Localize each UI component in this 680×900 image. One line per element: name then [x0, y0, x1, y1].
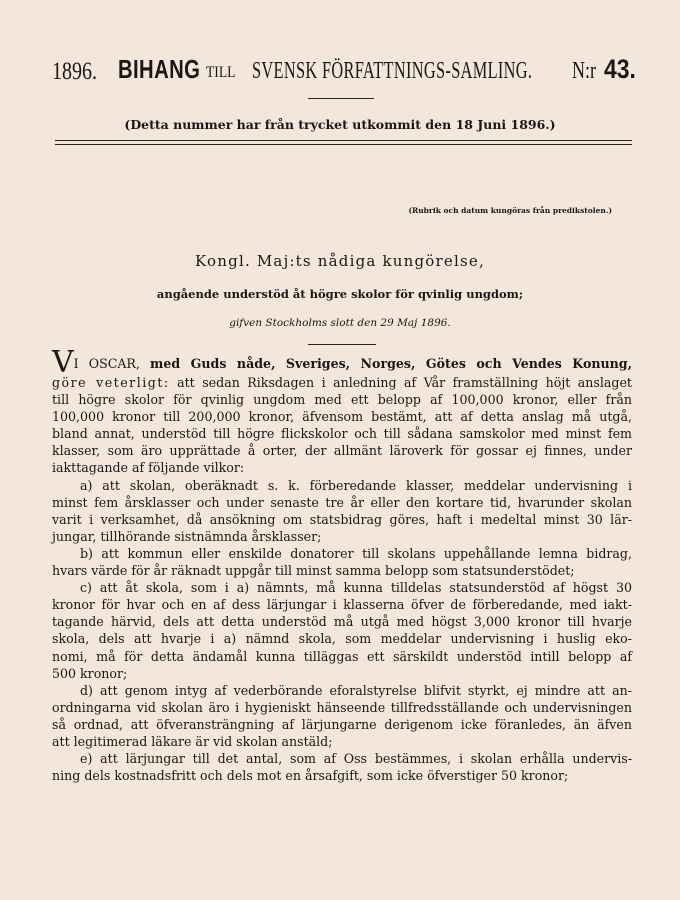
double-rule — [55, 140, 632, 145]
body-line: nomi, må för detta ändamål kunna tilläggas ett särskildt understöd intill belopp af — [52, 648, 632, 664]
body-line: minst fem årsklasser och under senaste tre år eller den kortare tid, hvarunder skolan — [52, 494, 632, 510]
header — [52, 52, 642, 90]
body-line: så ordnad, att öfveransträngning af lärjungarne derigenom icke föranledes, än äfven — [52, 716, 632, 732]
publication-note: (Detta nummer har från trycket utkommit den 18 Juni 1896.) — [124, 117, 556, 132]
body-line: bland annat, understöd till högre flickskolor och till sådana samskolor med minst fem — [52, 426, 632, 442]
body-king-name: I OSCAR, — [73, 356, 140, 371]
ordinance-body — [52, 345, 632, 784]
body-line: tagande härvid, dels att detta understöd må utgå med högst 3,000 kronor till hvarje — [52, 614, 632, 630]
body-line: d) att genom intyg af vederbörande eforalstyrelse blifvit styrkt, ej mindre att an- — [80, 682, 632, 698]
body-royal-title: med Guds nåde, Sveriges, Norges, Götes och Vendes Konung, — [150, 356, 632, 371]
ordinance-title: Kongl. Maj:ts nådiga kungörelse, — [195, 252, 485, 270]
body-spaced-words: göre veterligt: — [52, 375, 170, 390]
ordinance-subtitle: angående understöd åt högre skolor för qvinlig ungdom; — [156, 287, 524, 301]
body-line: iakttagande af följande vilkor: — [52, 460, 245, 476]
ordinance-date: gifven Stockholms slott den 29 Maj 1896. — [229, 317, 451, 329]
body-line: jungar, tillhörande sistnämnda årsklasser; — [52, 528, 322, 544]
body-line: 500 kronor; — [52, 665, 128, 681]
header-bihang: BIHANG — [118, 54, 201, 84]
body-line: ning dels kostnadsfritt och dels mot en årsafgift, som icke öfverstiger 50 kronor; — [52, 768, 569, 784]
header-year: 1896. — [52, 58, 97, 85]
body-line: skola, dels att hvarje i a) nämnd skola, som meddelar undervisning i huslig eko- — [52, 631, 632, 647]
body-line: kronor för hvar och en af dess lärjungar i klasserna öfver de förberedande, med iakt- — [52, 597, 632, 613]
header-number-label: N:r — [572, 58, 596, 84]
header-number: 43. — [604, 54, 636, 84]
body-line: klasser, som äro upprättade å orter, der allmänt läroverk för gossar ej finnes, under — [52, 443, 632, 459]
body-line: till högre skolor för qvinlig ungdom med ett belopp af 100,000 kronor, eller från — [52, 392, 632, 408]
short-rule — [308, 98, 374, 99]
body-line: ordningarna vid skolan äro i hygieniskt hänseende tillfredsställande och undervisningen — [52, 699, 632, 715]
header-till: TILL — [206, 64, 236, 81]
body-line: e) att lärjungar till det antal, som af Oss bestämmes, i skolan erhålla undervis- — [80, 751, 632, 767]
body-line: b) att kommun eller enskilde donatorer till skolans uppehållande lemna bidrag, — [80, 545, 632, 561]
header-collection-title: SVENSK FÖRFATTNINGS-SAMLING. — [252, 58, 533, 84]
rubrik-note: (Rubrik och datum kungöras från predikstolen.) — [408, 206, 612, 215]
body-first-line — [52, 345, 632, 380]
drop-cap: V — [52, 345, 74, 380]
body-line: varit i verksamhet, då ansökning om statsbidrag göres, haft i medeltal minst 30 lär- — [52, 511, 632, 527]
body-line: hvars värde för år räknadt uppgår till minst samma belopp som statsunderstödet; — [52, 563, 575, 579]
body-line: 100,000 kronor till 200,000 kronor, äfvensom bestämt, att af detta anslag må utgå, — [52, 409, 632, 425]
body-line: a) att skolan, oberäknadt s. k. förberedande klasser, meddelar undervisning i — [80, 477, 632, 493]
body-line: c) att åt skola, som i a) nämnts, må kunna tilldelas statsunderstöd af högst 30 — [80, 580, 632, 596]
body-line: göre veterligt: att sedan Riksdagen i anledning af Vår framställning höjt anslaget — [52, 375, 632, 390]
short-rule-2 — [308, 344, 376, 345]
body-line: att legitimerad läkare är vid skolan anstäld; — [52, 733, 333, 749]
